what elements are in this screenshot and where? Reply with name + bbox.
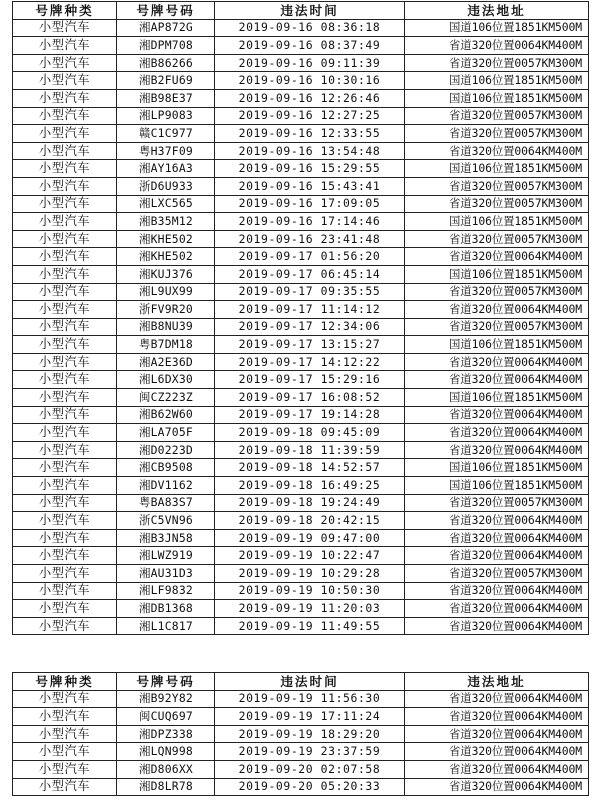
plate-number-cell: 湘DV1162 xyxy=(117,477,215,495)
violation-location-cell: 省道320位置0064KM400M xyxy=(405,441,589,459)
plate-type-cell: 小型汽车 xyxy=(13,54,117,72)
violation-location-cell: 省道320位置0057KM300M xyxy=(405,195,589,213)
violation-location-cell: 国道106位置1851KM500M xyxy=(405,160,589,178)
table-row xyxy=(13,19,589,37)
violation-time-cell: 2019-09-18 19:24:49 xyxy=(215,494,405,512)
plate-type-cell: 小型汽车 xyxy=(13,582,117,600)
plate-type-cell: 小型汽车 xyxy=(13,230,117,248)
table-row xyxy=(13,371,589,389)
violation-location-cell: 省道320位置0064KM400M xyxy=(405,743,589,761)
plate-type-cell: 小型汽车 xyxy=(13,477,117,495)
plate-type-cell: 小型汽车 xyxy=(13,336,117,354)
table-row xyxy=(13,336,589,354)
violation-location-cell: 省道320位置0064KM400M xyxy=(405,371,589,389)
plate-number-cell: 湘KHE502 xyxy=(117,248,215,266)
table-row xyxy=(13,142,589,160)
violation-time-cell: 2019-09-16 08:36:18 xyxy=(215,19,405,37)
plate-type-cell: 小型汽车 xyxy=(13,37,117,55)
plate-type-cell: 小型汽车 xyxy=(13,72,117,90)
table-row xyxy=(13,353,589,371)
violation-time-cell: 2019-09-19 10:29:28 xyxy=(215,565,405,583)
table-row xyxy=(13,512,589,530)
violation-table-1 xyxy=(12,1,589,635)
violation-location-cell: 省道320位置0057KM300M xyxy=(405,230,589,248)
plate-number-cell: 湘DB1368 xyxy=(117,600,215,618)
violation-time-cell: 2019-09-19 10:50:30 xyxy=(215,582,405,600)
plate-number-cell: 湘LXC565 xyxy=(117,195,215,213)
plate-type-cell: 小型汽车 xyxy=(13,353,117,371)
violation-time-cell: 2019-09-19 23:37:59 xyxy=(215,743,405,761)
plate-number-cell: 浙FV9R20 xyxy=(117,301,215,319)
plate-number-cell: 湘LQN998 xyxy=(117,743,215,761)
header-plate-number: 号牌号码 xyxy=(117,2,215,20)
violation-location-cell: 国道106位置1851KM500M xyxy=(405,389,589,407)
violation-location-cell: 省道320位置0057KM300M xyxy=(405,107,589,125)
plate-number-cell: 湘D806XX xyxy=(117,760,215,778)
table-row xyxy=(13,213,589,231)
table-row xyxy=(13,725,589,743)
plate-type-cell: 小型汽车 xyxy=(13,213,117,231)
plate-number-cell: 湘B2FU69 xyxy=(117,72,215,90)
plate-type-cell: 小型汽车 xyxy=(13,142,117,160)
violation-time-cell: 2019-09-20 02:07:58 xyxy=(215,760,405,778)
plate-number-cell: 湘LP9083 xyxy=(117,107,215,125)
violation-time-cell: 2019-09-18 14:52:57 xyxy=(215,459,405,477)
violation-location-cell: 省道320位置0057KM300M xyxy=(405,494,589,512)
violation-time-cell: 2019-09-16 12:27:25 xyxy=(215,107,405,125)
violation-time-cell: 2019-09-16 09:11:39 xyxy=(215,54,405,72)
plate-type-cell: 小型汽车 xyxy=(13,725,117,743)
plate-type-cell: 小型汽车 xyxy=(13,89,117,107)
violation-location-cell: 省道320位置0064KM400M xyxy=(405,725,589,743)
violation-location-cell: 省道320位置0064KM400M xyxy=(405,406,589,424)
table-row xyxy=(13,778,589,796)
plate-number-cell: 湘DPZ338 xyxy=(117,725,215,743)
violation-time-cell: 2019-09-19 11:49:55 xyxy=(215,617,405,635)
table-row xyxy=(13,529,589,547)
header-plate-type: 号牌种类 xyxy=(13,673,117,691)
table-row xyxy=(13,760,589,778)
table-row xyxy=(13,565,589,583)
plate-number-cell: 湘B35M12 xyxy=(117,213,215,231)
plate-number-cell: 湘AP872G xyxy=(117,19,215,37)
violation-location-cell: 省道320位置0057KM300M xyxy=(405,177,589,195)
violation-time-cell: 2019-09-16 12:33:55 xyxy=(215,125,405,143)
plate-number-cell: 湘DPM708 xyxy=(117,37,215,55)
violation-location-cell: 省道320位置0057KM300M xyxy=(405,125,589,143)
violation-time-cell: 2019-09-18 09:45:09 xyxy=(215,424,405,442)
violation-time-cell: 2019-09-20 05:20:33 xyxy=(215,778,405,796)
plate-number-cell: 湘L1C817 xyxy=(117,617,215,635)
plate-number-cell: 湘B3JN58 xyxy=(117,529,215,547)
table-row xyxy=(13,72,589,90)
plate-type-cell: 小型汽车 xyxy=(13,441,117,459)
plate-type-cell: 小型汽车 xyxy=(13,494,117,512)
violation-table-2 xyxy=(12,672,589,796)
violation-location-cell: 省道320位置0064KM400M xyxy=(405,37,589,55)
plate-number-cell: 湘B98E37 xyxy=(117,89,215,107)
table-row xyxy=(13,37,589,55)
table-row xyxy=(13,265,589,283)
plate-type-cell: 小型汽车 xyxy=(13,743,117,761)
table-row xyxy=(13,494,589,512)
violation-time-cell: 2019-09-19 10:22:47 xyxy=(215,547,405,565)
plate-type-cell: 小型汽车 xyxy=(13,19,117,37)
violation-time-cell: 2019-09-16 12:26:46 xyxy=(215,89,405,107)
table-row xyxy=(13,230,589,248)
table-row xyxy=(13,477,589,495)
table-row xyxy=(13,177,589,195)
table-row xyxy=(13,459,589,477)
violation-time-cell: 2019-09-17 06:45:14 xyxy=(215,265,405,283)
violation-time-cell: 2019-09-19 18:29:20 xyxy=(215,725,405,743)
violation-time-cell: 2019-09-19 11:56:30 xyxy=(215,690,405,708)
plate-type-cell: 小型汽车 xyxy=(13,406,117,424)
violation-time-cell: 2019-09-18 16:49:25 xyxy=(215,477,405,495)
table-row xyxy=(13,743,589,761)
violation-location-cell: 省道320位置0057KM300M xyxy=(405,318,589,336)
violation-time-cell: 2019-09-16 13:54:48 xyxy=(215,142,405,160)
violation-location-cell: 省道320位置0064KM400M xyxy=(405,617,589,635)
violation-time-cell: 2019-09-16 10:30:16 xyxy=(215,72,405,90)
violation-location-cell: 省道320位置0064KM400M xyxy=(405,301,589,319)
plate-number-cell: 浙D6U933 xyxy=(117,177,215,195)
header-violation-time: 违法时间 xyxy=(215,673,405,691)
violation-location-cell: 国道106位置1851KM500M xyxy=(405,336,589,354)
violation-time-cell: 2019-09-18 20:42:15 xyxy=(215,512,405,530)
table-header-row xyxy=(13,2,589,20)
plate-number-cell: 粤B7DM18 xyxy=(117,336,215,354)
violation-table-2-body xyxy=(13,690,589,796)
table-row xyxy=(13,424,589,442)
plate-type-cell: 小型汽车 xyxy=(13,177,117,195)
violation-location-cell: 国道106位置1851KM500M xyxy=(405,89,589,107)
table-row xyxy=(13,690,589,708)
violation-location-cell: 省道320位置0064KM400M xyxy=(405,708,589,726)
violation-location-cell: 省道320位置0064KM400M xyxy=(405,424,589,442)
violation-time-cell: 2019-09-17 14:12:22 xyxy=(215,353,405,371)
plate-number-cell: 湘KUJ376 xyxy=(117,265,215,283)
violation-time-cell: 2019-09-17 12:34:06 xyxy=(215,318,405,336)
plate-type-cell: 小型汽车 xyxy=(13,160,117,178)
violation-time-cell: 2019-09-16 17:09:05 xyxy=(215,195,405,213)
plate-type-cell: 小型汽车 xyxy=(13,424,117,442)
violation-location-cell: 省道320位置0057KM300M xyxy=(405,283,589,301)
header-violation-location: 违法地址 xyxy=(405,2,589,20)
violation-location-cell: 国道106位置1851KM500M xyxy=(405,459,589,477)
violation-location-cell: 省道320位置0064KM400M xyxy=(405,529,589,547)
plate-type-cell: 小型汽车 xyxy=(13,125,117,143)
plate-number-cell: 湘B8NU39 xyxy=(117,318,215,336)
violation-time-cell: 2019-09-16 15:43:41 xyxy=(215,177,405,195)
plate-number-cell: 湘B86266 xyxy=(117,54,215,72)
violation-time-cell: 2019-09-16 17:14:46 xyxy=(215,213,405,231)
plate-type-cell: 小型汽车 xyxy=(13,371,117,389)
violation-location-cell: 省道320位置0064KM400M xyxy=(405,690,589,708)
violation-location-cell: 省道320位置0064KM400M xyxy=(405,142,589,160)
violation-time-cell: 2019-09-17 09:35:55 xyxy=(215,283,405,301)
violation-time-cell: 2019-09-17 13:15:27 xyxy=(215,336,405,354)
table-row xyxy=(13,125,589,143)
header-violation-location: 违法地址 xyxy=(405,673,589,691)
plate-number-cell: 湘LF9832 xyxy=(117,582,215,600)
plate-type-cell: 小型汽车 xyxy=(13,248,117,266)
violation-location-cell: 省道320位置0057KM300M xyxy=(405,565,589,583)
plate-number-cell: 湘L9UX99 xyxy=(117,283,215,301)
violation-time-cell: 2019-09-19 11:20:03 xyxy=(215,600,405,618)
table-row xyxy=(13,708,589,726)
violation-location-cell: 国道106位置1851KM500M xyxy=(405,72,589,90)
table-header-row xyxy=(13,673,589,691)
plate-number-cell: 湘KHE502 xyxy=(117,230,215,248)
plate-number-cell: 湘A2E36D xyxy=(117,353,215,371)
plate-number-cell: 浙C5VN96 xyxy=(117,512,215,530)
violation-location-cell: 省道320位置0064KM400M xyxy=(405,547,589,565)
plate-type-cell: 小型汽车 xyxy=(13,512,117,530)
table-row xyxy=(13,582,589,600)
plate-type-cell: 小型汽车 xyxy=(13,195,117,213)
violation-location-cell: 省道320位置0064KM400M xyxy=(405,582,589,600)
violation-location-cell: 省道320位置0057KM300M xyxy=(405,54,589,72)
table-row xyxy=(13,54,589,72)
violation-time-cell: 2019-09-19 09:47:00 xyxy=(215,529,405,547)
plate-type-cell: 小型汽车 xyxy=(13,617,117,635)
table-row xyxy=(13,318,589,336)
violation-location-cell: 国道106位置1851KM500M xyxy=(405,265,589,283)
plate-type-cell: 小型汽车 xyxy=(13,708,117,726)
plate-number-cell: 湘LA705F xyxy=(117,424,215,442)
plate-number-cell: 湘AU31D3 xyxy=(117,565,215,583)
plate-type-cell: 小型汽车 xyxy=(13,318,117,336)
plate-type-cell: 小型汽车 xyxy=(13,778,117,796)
violation-time-cell: 2019-09-16 23:41:48 xyxy=(215,230,405,248)
table-row xyxy=(13,107,589,125)
plate-number-cell: 湘B62W60 xyxy=(117,406,215,424)
header-plate-type: 号牌种类 xyxy=(13,2,117,20)
violation-time-cell: 2019-09-18 11:39:59 xyxy=(215,441,405,459)
plate-number-cell: 赣C1C977 xyxy=(117,125,215,143)
plate-type-cell: 小型汽车 xyxy=(13,690,117,708)
table-row xyxy=(13,600,589,618)
violation-location-cell: 国道106位置1851KM500M xyxy=(405,19,589,37)
header-plate-number: 号牌号码 xyxy=(117,673,215,691)
table-row xyxy=(13,160,589,178)
plate-number-cell: 湘D8LR78 xyxy=(117,778,215,796)
violation-table-1-body xyxy=(13,19,589,635)
header-violation-time: 违法时间 xyxy=(215,2,405,20)
violation-location-cell: 省道320位置0064KM400M xyxy=(405,778,589,796)
plate-type-cell: 小型汽车 xyxy=(13,283,117,301)
table-row xyxy=(13,195,589,213)
table-row xyxy=(13,441,589,459)
plate-type-cell: 小型汽车 xyxy=(13,547,117,565)
table-row xyxy=(13,617,589,635)
plate-type-cell: 小型汽车 xyxy=(13,760,117,778)
plate-type-cell: 小型汽车 xyxy=(13,529,117,547)
violation-location-cell: 省道320位置0064KM400M xyxy=(405,760,589,778)
plate-number-cell: 湘CB9508 xyxy=(117,459,215,477)
plate-type-cell: 小型汽车 xyxy=(13,265,117,283)
plate-number-cell: 闽CUQ697 xyxy=(117,708,215,726)
table-row xyxy=(13,406,589,424)
violation-time-cell: 2019-09-17 19:14:28 xyxy=(215,406,405,424)
violation-time-cell: 2019-09-17 11:14:12 xyxy=(215,301,405,319)
violation-location-cell: 国道106位置1851KM500M xyxy=(405,213,589,231)
table-row xyxy=(13,547,589,565)
violation-location-cell: 省道320位置0064KM400M xyxy=(405,248,589,266)
table-row xyxy=(13,301,589,319)
plate-type-cell: 小型汽车 xyxy=(13,459,117,477)
violation-location-cell: 省道320位置0064KM400M xyxy=(405,353,589,371)
violation-location-cell: 省道320位置0064KM400M xyxy=(405,600,589,618)
plate-type-cell: 小型汽车 xyxy=(13,107,117,125)
violation-time-cell: 2019-09-19 17:11:24 xyxy=(215,708,405,726)
plate-type-cell: 小型汽车 xyxy=(13,301,117,319)
violation-time-cell: 2019-09-17 16:08:52 xyxy=(215,389,405,407)
plate-type-cell: 小型汽车 xyxy=(13,600,117,618)
violation-time-cell: 2019-09-17 15:29:16 xyxy=(215,371,405,389)
table-row xyxy=(13,89,589,107)
plate-number-cell: 湘AY16A3 xyxy=(117,160,215,178)
violation-location-cell: 省道320位置0064KM400M xyxy=(405,512,589,530)
plate-type-cell: 小型汽车 xyxy=(13,565,117,583)
table-row xyxy=(13,389,589,407)
plate-number-cell: 闽CZ223Z xyxy=(117,389,215,407)
violation-time-cell: 2019-09-17 01:56:20 xyxy=(215,248,405,266)
table-row xyxy=(13,248,589,266)
violation-location-cell: 国道106位置1851KM500M xyxy=(405,477,589,495)
violation-time-cell: 2019-09-16 08:37:49 xyxy=(215,37,405,55)
plate-number-cell: 湘LWZ919 xyxy=(117,547,215,565)
plate-number-cell: 湘B92Y82 xyxy=(117,690,215,708)
table-row xyxy=(13,283,589,301)
violation-time-cell: 2019-09-16 15:29:55 xyxy=(215,160,405,178)
plate-number-cell: 湘L6DX30 xyxy=(117,371,215,389)
plate-number-cell: 湘D0223D xyxy=(117,441,215,459)
plate-type-cell: 小型汽车 xyxy=(13,389,117,407)
plate-number-cell: 粤BA83S7 xyxy=(117,494,215,512)
plate-number-cell: 粤H37F09 xyxy=(117,142,215,160)
